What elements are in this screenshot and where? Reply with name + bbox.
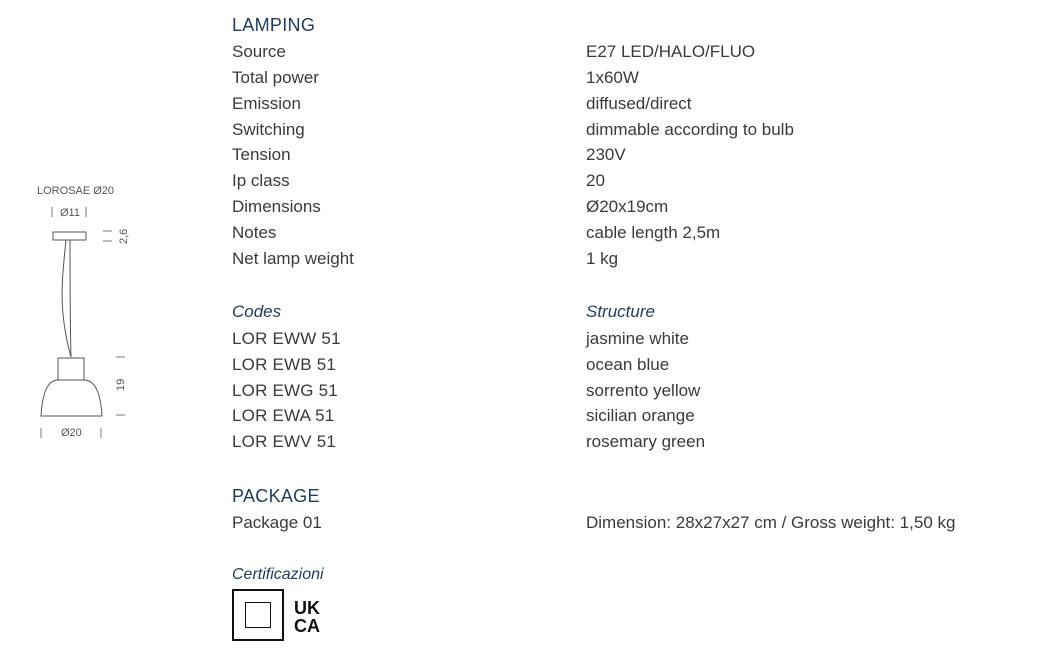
product-code: LOR EWB 51 bbox=[232, 355, 337, 374]
code-row bbox=[232, 326, 1032, 352]
lamp-technical-drawing bbox=[0, 0, 200, 662]
certification-inner-square bbox=[245, 602, 271, 628]
product-code: LOR EWW 51 bbox=[232, 329, 341, 348]
spec-label: Tension bbox=[232, 145, 291, 164]
spec-row bbox=[232, 65, 1032, 91]
spec-row bbox=[232, 168, 1032, 194]
spec-value: cable length 2,5m bbox=[586, 223, 721, 242]
spec-value: Ø20x19cm bbox=[586, 197, 669, 216]
package-row bbox=[232, 510, 1032, 536]
code-row bbox=[232, 352, 1032, 378]
spec-value: E27 LED/HALO/FLUO bbox=[586, 42, 756, 61]
spec-row bbox=[232, 91, 1032, 117]
spec-value: 1x60W bbox=[586, 68, 639, 87]
drawing-top-dim: Ø11 bbox=[60, 207, 80, 219]
spec-label: Dimensions bbox=[232, 197, 321, 216]
ukca-text-uk: UK bbox=[294, 598, 320, 618]
code-row bbox=[232, 403, 1032, 429]
code-row bbox=[232, 429, 1032, 455]
drawing-bottom-dim: Ø20 bbox=[61, 427, 82, 439]
spec-label: Ip class bbox=[232, 171, 290, 190]
codes-header: Codes bbox=[232, 302, 282, 321]
drawing-model-label: LOROSAE Ø20 bbox=[37, 185, 115, 197]
structure-color: jasmine white bbox=[586, 329, 689, 348]
package-label: Package 01 bbox=[232, 513, 322, 532]
spec-label: Notes bbox=[232, 223, 277, 242]
spec-value: 1 kg bbox=[586, 249, 619, 268]
lamp-drawing-svg bbox=[0, 0, 200, 662]
socket bbox=[58, 358, 84, 380]
spec-value: diffused/direct bbox=[586, 94, 692, 113]
spec-label: Switching bbox=[232, 120, 305, 139]
cable bbox=[70, 240, 71, 357]
spec-value: dimmable according to bulb bbox=[586, 120, 794, 139]
spec-label: Net lamp weight bbox=[232, 249, 354, 268]
code-row bbox=[232, 378, 1032, 404]
spec-row bbox=[232, 39, 1032, 65]
shade bbox=[41, 380, 102, 416]
structure-color: sorrento yellow bbox=[586, 381, 701, 400]
certification-mark-icon bbox=[232, 589, 284, 641]
structure-color: rosemary green bbox=[586, 432, 706, 451]
spec-value: 20 bbox=[586, 171, 605, 190]
spec-row bbox=[232, 142, 1032, 168]
ukca-mark-icon bbox=[294, 598, 328, 634]
product-code: LOR EWA 51 bbox=[232, 406, 335, 425]
ukca-text-ca: CA bbox=[294, 616, 320, 634]
canopy bbox=[53, 232, 86, 240]
spec-row bbox=[232, 194, 1032, 220]
spec-row bbox=[232, 117, 1032, 143]
certifications-title: Certificazioni bbox=[232, 566, 324, 583]
spec-row bbox=[232, 220, 1032, 246]
structure-color: ocean blue bbox=[586, 355, 670, 374]
structure-color: sicilian orange bbox=[586, 406, 695, 425]
spec-label: Emission bbox=[232, 94, 301, 113]
package-value: Dimension: 28x27x27 cm / Gross weight: 1,50 kg bbox=[586, 513, 956, 532]
product-code: LOR EWG 51 bbox=[232, 381, 338, 400]
spec-label: Source bbox=[232, 42, 286, 61]
spec-label: Total power bbox=[232, 68, 319, 87]
lamping-title: LAMPING bbox=[232, 15, 316, 35]
package-title: PACKAGE bbox=[232, 486, 320, 506]
drawing-canopy-height: 2,6 bbox=[118, 228, 130, 244]
spec-value: 230V bbox=[586, 145, 626, 164]
structure-header: Structure bbox=[586, 302, 655, 321]
drawing-shade-height: 19 bbox=[115, 378, 127, 391]
product-code: LOR EWV 51 bbox=[232, 432, 337, 451]
spec-row bbox=[232, 246, 1032, 272]
